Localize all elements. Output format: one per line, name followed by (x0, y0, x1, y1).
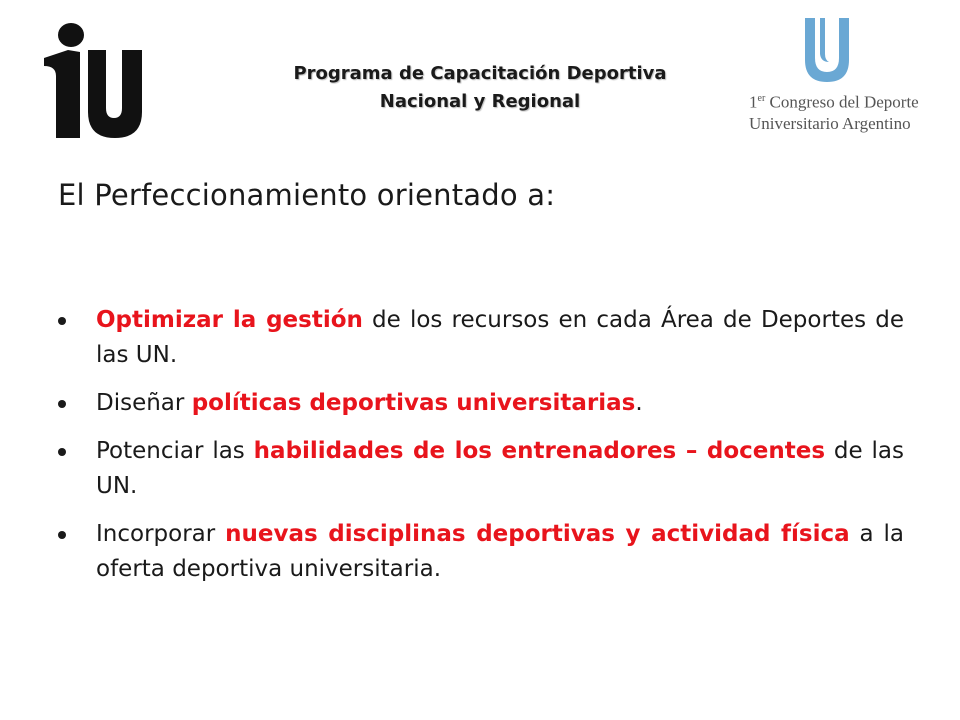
congress-logo (745, 18, 945, 143)
bullet-text: a la oferta deportiva universitaria. (96, 521, 905, 582)
bullet-text: Potenciar las (96, 438, 254, 464)
bullet-dot-icon (58, 531, 66, 539)
bullet-item (58, 386, 904, 421)
bullet-highlight-text: nuevas disciplinas deportivas y actividad física (225, 521, 850, 547)
bullet-highlight-text: habilidades de los entrenadores – docentes (253, 438, 826, 464)
bullet-text: de las UN. (96, 438, 905, 499)
congress-logo-line2: Universitario Argentino (749, 113, 911, 133)
bullet-highlight-text: políticas deportivas universitarias (191, 390, 636, 416)
bullet-item (58, 303, 904, 373)
congress-u-logo-icon (805, 18, 849, 82)
congress-logo-line1: 1er Congreso del Deporte (749, 92, 919, 112)
bullet-text: Diseñar (96, 390, 192, 416)
bullet-dot-icon (58, 448, 66, 456)
program-title (230, 60, 730, 116)
bullet-text: de los recursos en cada Área de Deportes de las UN. (96, 307, 904, 368)
program-title-line1: Programa de Capacitación Deportiva (293, 63, 667, 84)
program-title-line2: Nacional y Regional (379, 91, 581, 112)
section-heading: El Perfeccionamiento orientado a: (58, 178, 556, 212)
bullet-highlight-text: Optimizar la gestión (96, 307, 363, 333)
bullet-list (58, 303, 904, 600)
bullet-dot-icon (58, 400, 66, 408)
bullet-text: . (635, 390, 643, 416)
congress-logo-text (749, 88, 919, 134)
bullet-item (58, 434, 904, 504)
bullet-dot-icon (58, 317, 66, 325)
university-logo (44, 20, 144, 140)
bullet-item (58, 517, 904, 587)
university-iu-logo-icon (44, 20, 144, 140)
bullet-text: Incorporar (96, 521, 226, 547)
